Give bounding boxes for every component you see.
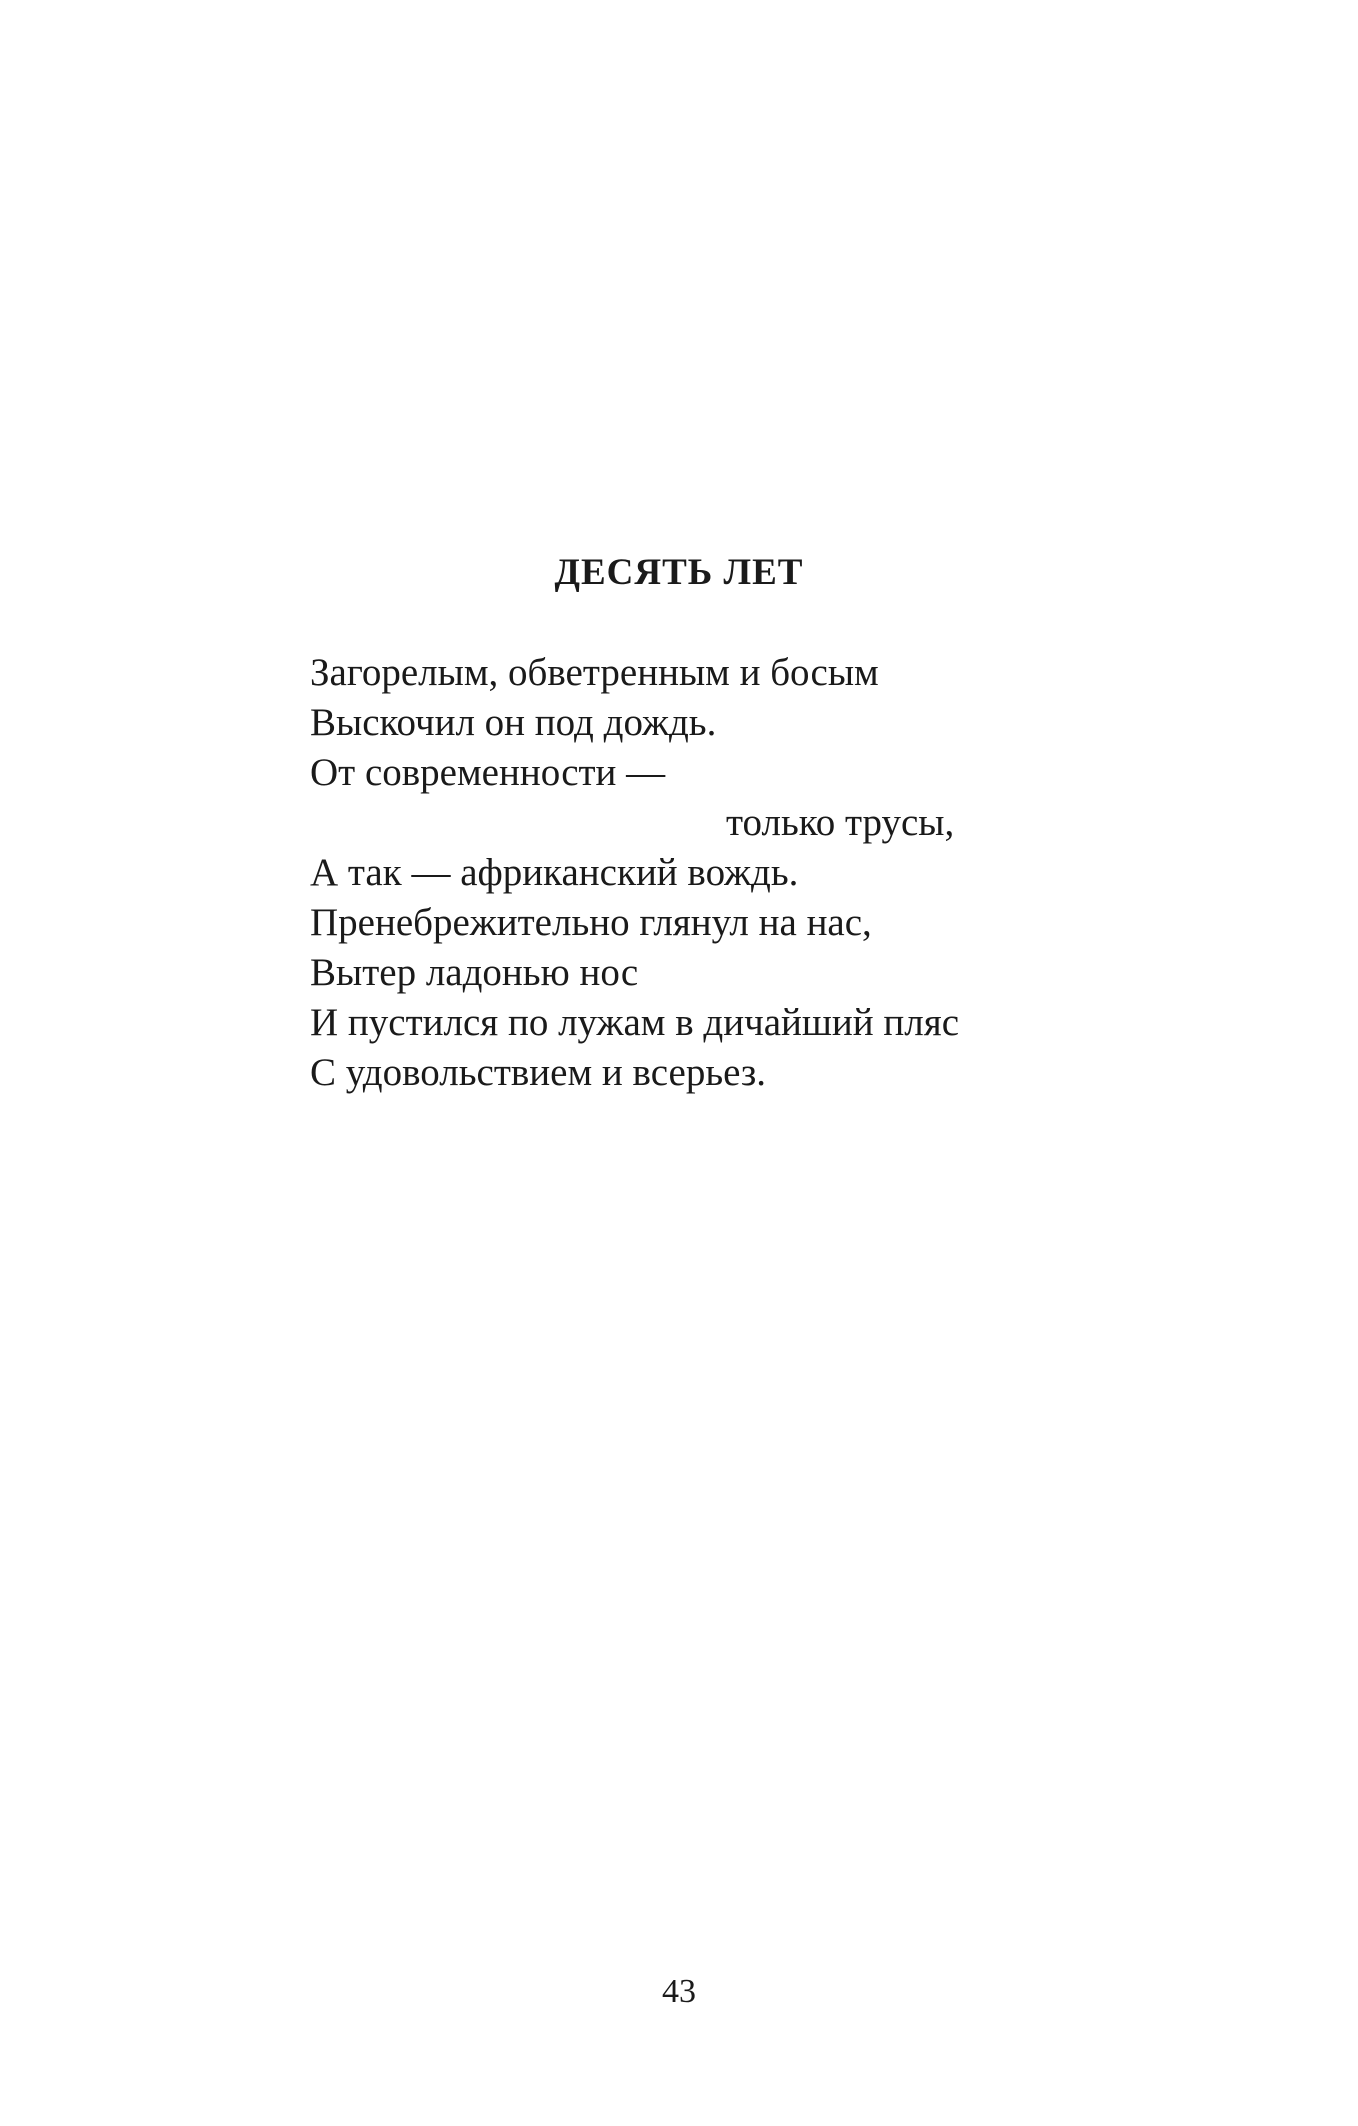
poem-line: И пустился по лужам в дичайший пляс: [310, 1001, 960, 1044]
poem-line: А так — африканский вождь.: [310, 851, 799, 894]
poem-body: [310, 648, 1210, 1098]
poem-line: Вытер ладонью нос: [310, 951, 639, 994]
poem-line: только трусы,: [726, 801, 955, 844]
poem-line: Пренебрежительно глянул на нас,: [310, 901, 872, 944]
poem-line: Загорелым, обветренным и босым: [310, 651, 879, 694]
page-number: 43: [662, 1973, 696, 2010]
poem-line: Выскочил он под дождь.: [310, 701, 717, 744]
poem-line: С удовольствием и всерьез.: [310, 1051, 767, 1094]
poem-title: ДЕСЯТЬ ЛЕТ: [554, 552, 804, 593]
poem-line: От современности —: [310, 751, 666, 794]
